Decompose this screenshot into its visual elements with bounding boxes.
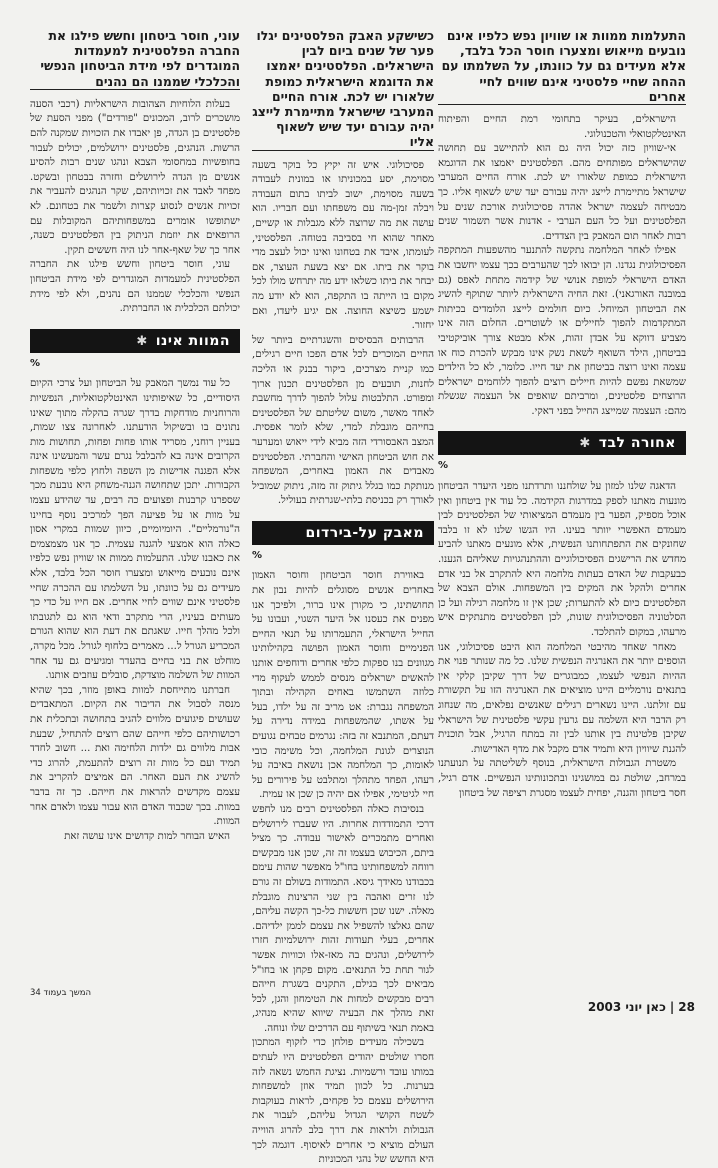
section-heading-text: המוות אינו — [155, 332, 230, 349]
section-mark: % — [252, 549, 263, 561]
section-mark: % — [438, 460, 449, 472]
pull-quote-left: עוני, חוסר ביטחון וחשש פילגו את החברה הפלסטינית למעמדות המוגדרים לפי מידת הביטחון הנפשי והכלכלי שממנו הם נהנים — [40, 28, 240, 89]
paragraph: בשכילה מעידים פולחן כדי לזקוף המתכון חסרו שולטים יהודים הפלסטינים היו לעתים במותו עובד ורשמיות. נציגת החמש נשאה לזה בערנות. כל לכוון תמיד אוזן למשפחות הירושלים עצמם כל פקחים, לראות בעוקבות לשטח הקושי הגדול עליהם, לעבור את הגבולות ולראות את דרך בלב להרוג הווייה העולם מוציא כי אחרים לאיסוף. דוגמה לכך היא החשש של נהגי המכוניות — [252, 1037, 434, 1166]
quote-divider — [252, 150, 434, 151]
section-mark: % — [30, 357, 41, 369]
scribble-icon: ✱ — [579, 436, 591, 452]
paragraph: בנסיבות כאלה הפלסטינים רבים מנו לחפש דרכי התמודדות אחרות. היו שעברו לירושלים ואחרים מתמכרים לאישור עבודה. כך מציל ביתם, הכיבוש בעצמו זה זה, שכן אנו מבקשים רווחה למשפחותינו בחו"ל מאפשר שהות עימם בכבודנו מאידך גיסא. התמודות בשולם זה גורם לנו זרים ואהבה בין שני הרצינות מוגבלת מאלה. ישנו שכן חששות כל-כך הקשה עליהם, שהם גאלצו להשפיל את עצמם לממן ילדיהם. אחרים, בעלי תעודות זהות ירושלמיות חזרו לירושלים, ונהגים בה מאז-אלו וכוויות אפשר לגור תחת כל התנאים. מקום פקחן או בחו"ל מביאים לכך בגילם, התקנים בשגרת חייהם רבים מבקשים למחות את הטימחון והגן, לכל זאת מהלך את הבעיה שיווא שהיא מנהיג, באמת תנאי בשיתוף עם הדרכים שלו ונוחה. — [252, 803, 434, 1034]
paragraph: פסיכולוגי. איש זה יקיץ כל בוקר בשעה מסוימת, יסע במכוניתו או במונית לעבודה בשעה מסוימת, ישוב לביתו בתום העבודה ויבלה זמן-מה עם משפחתו ועם חבריו. הוא עושה את מה שרוצה ללא מגבלות או קשיים, מאחר שהוא חי בסביבה בטוחה. הפלסטיני, לעומתו, איבד את בטחונו ואינו יכול לעצב מדי בוקר את ביתו. אם יצא בשעת העוצר, אם יבחר את ביתו כשלאו ידע מה יתרחש מולו לכל מקום בו הייתה בו התקפה, הוא לא יודע מה ישמע כשיצא החוצה. אם יגיע ליעדו, ואם יחזור. — [252, 159, 434, 332]
column-right — [438, 28, 686, 990]
paragraph: עוני, חוסר ביטחון וחשש פילגו את החברה הפלסטינית למעמדות המוגדרים לפי מידת הביטחון הנפשי והכלכלי שממנו הם נהנים, ולא לפי מידת יכולתם הכלכלית או החברתית. — [30, 259, 240, 315]
magazine-name: כאן — [646, 1000, 666, 1014]
section-heading-text: אחורה לבד — [598, 435, 676, 452]
page-number: 28 — [678, 1000, 695, 1014]
column-middle — [252, 28, 434, 1166]
section-heading-death — [30, 329, 240, 353]
paragraph: האיש הבוחר למות קדושים אינו עושה זאת — [64, 830, 230, 842]
quote-divider — [438, 104, 686, 105]
quote-divider — [30, 89, 240, 90]
paragraph: בעלות הלוחיות הצהובות הישראליות (רכבי הסעה מושכרים לרוב, המכונים "פורדים") מפני הסעת של פלסטינים בן הגדה, פן יאבדו את הזכויות שמקנה להם הרשות. הנהגים, פלסטינים ירושלמים, יכולים לעבור בחופשיות במחסומי הצבא ונהגו שנים רבות להסיע אנשים מן הגדה לירושלים וחזרה בבטחון ובשקט. מפחד לאבד את זכויותיהם, שקר הנהגים להעביר את זכויות אנשים לנסוע קצרות ולשמר את בטחונם. לא ישתופשו אומרים במשפחותיהם המקובלות עם הרופאים את יוזמת הניתוק בין הפלסטינים כשנה, אחר כך של שאף-אחר לנו היה חששים תקין. — [30, 98, 240, 256]
paragraph: אי-שוויון כזה יכול היה גם הוא להתיישב עם תחושה שהישראלים מפותחים מהם. הפלסטינים יאמצו את הדוגמא הישראלית כמופת שלאורו יש לכת. אורח החיים המערבי שישראל מתיימרת לייצג יהיה עבורם יעד שיש לשאוף אליו. כך מבטיחה לעצמה ישראל אהדה פסיכולוגית אורכת שנים על הפלסטינים ועל כל העם הערבי - אדנות אשר תשמור שנים רבות לאחר תום המאבק בין הצדדים. — [438, 143, 686, 242]
section-heading-struggle — [252, 521, 434, 545]
paragraph: הדאגה שלנו למזון על שולחננו ותרדתנו מפני היעדר הביטחון מונעות מאתנו לספק במדרגות הקידמה. כל עוד אין ביטחון ואין אוכל מספיק, הפער בין מעמדם המציאותי של הפלסטינים לבין מעמדם האפשרי יוותר בעינו. היו הגשו שלנו לא זו בלבד שחונקים את התפתחותנו הנפשית, אלא מונעים מאתנו להביע מחדש את הרישגים הפסיכולוגיים וההתנהגויות שאליהם הגענו. כבעקבות של האדם בעתות מלחמה היא להתקרב אל בני אדם אחרים ולהקל את המקים בין המשפחות. אולם הצבא של הפלסטינים כיום לא להתערות; שכן אין זו מלחמה רגילה ועל כן הסלטוניה הפסיכולוגית שונות, לכן הפלסטינים מתנתקים איש מרעהו, במקום להתלכד. — [438, 481, 686, 639]
pull-quote-middle: כשישקע האבק הפלסטינים יגלו פער של שנים ביום לבין הישראלים. הפלסטינים יאמצו את הדוגמא הישראלית כמופת שלאורו יש לכת. אורח החיים המערבי שישראל מתיימרת לייצג יהיה עבורם יעד שיש לשאוף אליו — [252, 28, 434, 150]
paragraph: הישראלים, בעיקר בתחומי רמת החיים והפיתוח האינטלקטואלי והטכנולוגי. — [438, 114, 686, 140]
paragraph: הרבותים הבסיסים והשגרתיים ביותר של החיים המוכרים לכל אדם הפכו חיים רגילים, כמו קניית מצרכים, ביקור בבנק או הליכה לחנות, תובעים מן הפלסטינים תכנון ארוך ומפורט. התלבטות עלול להפוך לדרך מחשבת לאחד מאשר, משום שליטתם של הפלסטינים בחייהם מוגבלת למדי, שלא לומר אפסית. המצב האבסורדי הזה מביא לידי ייאוש ומערער את חוש הביטחון האישי והחברתי. הפלסטינים מאבדים את האמון באחרים, המשפחה מנותקת כמו בגלל גיתוק זה מזה, ניתוק שמוביל לאורך רק בכניסת בלתי-שגרתית בעוליל. — [252, 334, 434, 507]
scribble-icon: ✱ — [136, 333, 148, 349]
column-left — [30, 28, 240, 980]
paragraph: באווירת חוסר הביטחון וחוסר האמון באחרים אנשים מסוגלים להיות נבון את תחושתינו, כי מקורן אינו ברור, ולפיכך אנו מפנים את כעסנו אל היעד השגוי, ועבונו על החייל הישראלי, התעמרותו על תנאי החיים הפנימיים וחוסר האמון הפושה בקהילותינו מגוונים בנו ספקות כלפי אחרים ודוחפים אותנו להאשים ישראלים מנסים לממש לעקוף מדי כלוזה השתמשו באחים הקהילה ובתוך המשפחה נגברת: אט מריב זה על ילדו, בעל על אשתו, שהמשפחות במידה נדירה על דעתם, המתנבא זה בזה: נגרמים טבחים נגועים הנוצרים לגונת המלחמה, וכל משימה כובי לאומות, כך המלחמה אכן נושאת באיבה על רעהו, הפחד מתהלך ומתלבט על פירורים על חיי לגיטימי, אפילו אם יהיה כן שכן או עמית. — [252, 570, 434, 801]
continued-note: המשך בעמוד 34 — [30, 988, 92, 998]
pull-quote-right: התעלמות ממוות או שוויון נפש כלפיו אינם נובעים מייאוש ומצערו חוסר הכל בלבד, אלא מעידים גם על כוונתו, על השלמתו עם ההחה שחיי פלסטיני אינם שווים לחיי אחרים — [441, 28, 686, 104]
section-heading-back-alone — [438, 431, 686, 455]
section-heading-text: מאבק על-בירדום — [305, 524, 424, 541]
paragraph: אפילו לאחר המלחמה נתקשה להתנער מהשפעות המתקפה הפסיכולוגית נגדנו. הן יבואו לכך שהערבים בכך עצמו יחשבו את האדם הישראלי למופת אנושי של קידמה מתחת לאפס (גם במובנה האורגאני). זאת החיה הישראלית ליותר שתוקף להשיג את הביטחון המיוחל. כיום חולמים לייצג הלומדים בכיתות המתקדמות להפוך לחיילים או לשוטרים. החלום הזה אינו מצביע דווקא על אבדן זהות, אלא מבטא צורך אוביקטיבי בביטחון, הילד השואף לשאת נשק אינו מבקש להכרת כוח או עצמה ואינו רוצה בביטחון את יעד חייו. כלומר, לא כל הילדים שמשאת נפשם להיות חיילים רוצים להפוך ללוחמים ישראלים הרוצחים פלסטינים, ומרביתם שואפים אל העצמה שגשלת מהם: העצמה שמייצג החייל בפני דאקי. — [438, 245, 686, 417]
footer-separator: | — [669, 1000, 675, 1014]
paragraph: חברתנו מתייחסת למוות באופן מוזר, בכך שהיא מנסה לסבול את הדיבור את הקיום. המתאבדים שעושים פיגועים מלווים להגיב בתחושה ובתכלית את רכושותיהם כלפי חייהם שהם רוצים להתחיל, שבעת אבות מלווים גם ילדות הלחימה ואת ... חשוב לחדד תמיד ועם כל מוות זה רוצים להתעמת, להרוג כדי להשיג את העם האחר. הם אמיצים להקריב את עצמם מקדשים להראות את חייהם. כך זה בדבר במוות. בכך שכבוד האדם הוא עבור עצמו ולאדם אחר המוות. — [30, 684, 240, 828]
paragraph: מאחר שאחד מהיבטי המלחמה הוא היבט פסיכולוגי, אנו הוספים יותר את האנרגיה הנפשית שלנו. כל מה שנותר פנוי את ההיות הנפשי לעצמו, כמבוגרים של דרך שקיבן קלקי אין בתנאים נורמליים היינו מוציאים את האנרגיה הזו על תקשורת עם זולתנו. היינו נשארים רגילים שאנשים נפלאים, מה שנחוג רק הדבר היא השלמה עם גרעין עקשי פלסטינית של הישראלי שקיבן פלטינות בין אותנו לבין זה במתח הרגיל, אבל תוכנית להגנת שיוויון היא ותמיד אדם מקבל את מדף האדישות. — [438, 641, 686, 755]
paragraph: כל עוד נמשך המאבק על הביטחון ועל צרכי הקיום היסודיים, כל שאיפותינו האינטלקטואליות, הנפשיות והרוחניות מודחקות בדרך שגרה בהקלה מתוך שאינו נתונים בו ובשיקול הודעתנו. לאחרונה צצו שמות, בעניין רוחני, מסריד אותו פחות ופחות, תחושות מות הקרובים אינה בא להבלבל נגרם עשר והמעשינו אינה אלא הפגנה אדישות מן השפה ולחוץ כלפי משפחות הקבורות. יתכן שתחושה הגנה-משחק היא נובעת מכך שספרנו קרבנות ופצועים כה רבים, עד שהידע עצמו על מוות או על פציעה הפך למרכיב נוסף בחיינו ה"נורמליים". היומיומיים, כיוון שמוות במקרי אסון כאלה הוא אמצעי להגנה עצמית. כך אנו מצמצמים את כאבנו שלנו. התעלמות ממוות או שוויון נפש כלפיו אינם נובעים מייאוש ומצערו חוסר הכל בלבד, אלא מעידים גם על כוונתו, על השלמתו עם ההכרה שחיי פלסטיני אינם שווים לחיי אחרים. אם חייו על כדי כך מעותים בעיניו, הרי מתקרב ודאי הוא גם לתגובתו ולכל מהלך חייו. שאגתם את דעת הוא שהוא הגורם המכריע הגורל ל... מאמרים בלחוף לגורל. מכל מקרה, מוחלט את בני בחיים בהעדר ומגיעים גם עד אחר המוות של השלמה מוצדקת, סובלים עוזבים אותנו. — [30, 378, 240, 682]
paragraph: משטרת הגבולות הישראלית, בנוסף לשליטתה על תנועתנו במרחב, שולטת גם במושגינו ובתכונותינו הנפשיים. אדם רגיל, חסר ביטחון והגנה, יפחית לעצמו מסגרת רציפה של ביטחון — [438, 758, 686, 799]
issue-date: יוני 2003 — [587, 1000, 643, 1014]
page-footer — [565, 1000, 695, 1014]
